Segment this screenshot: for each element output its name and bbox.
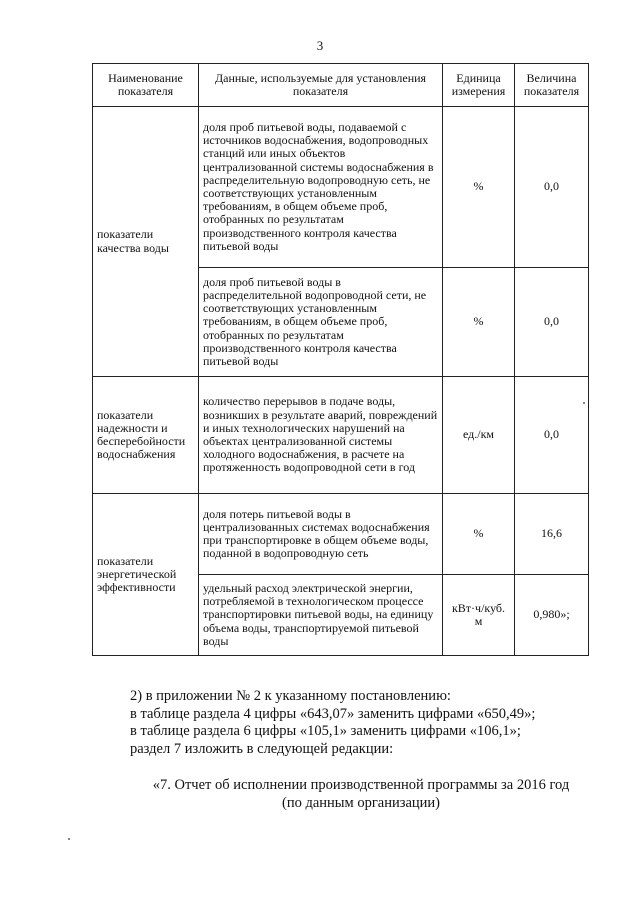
amendment-line: 2) в приложении № 2 к указанному постановлению:: [130, 688, 451, 704]
row-description: доля проб питьевой воды в распределительной водопроводной сети, не соответствующих установленным требованиям, в общем объеме проб, отобранных по результатам производственного контроля качества питьевой воды: [199, 268, 443, 377]
row-description: удельный расход электрической энергии, потребляемой в технологическом процессе транспортировки питьевой воды, на единицу объема воды, транспортируемой питьевой воды: [199, 575, 443, 656]
group-water-quality: показатели качества воды: [93, 107, 199, 377]
header-indicator-name: Наименование показателя: [93, 64, 199, 107]
table-header-row: [93, 64, 589, 107]
header-unit: Единица измерения: [443, 64, 515, 107]
amendment-text: [130, 688, 535, 758]
scan-speck: [68, 838, 70, 840]
row-value: 0,0: [515, 107, 589, 268]
group-reliability: показатели надежности и бесперебойности водоснабжения: [93, 377, 199, 494]
page-number: 3: [316, 38, 324, 53]
row-value: 0,980»;: [515, 575, 589, 656]
row-unit: %: [443, 494, 515, 575]
row-unit: %: [443, 268, 515, 377]
row-unit: %: [443, 107, 515, 268]
table-row: [93, 494, 589, 575]
row-value: 0,0: [515, 268, 589, 377]
row-description: количество перерывов в подаче воды, возникших в результате аварий, повреждений и иных технологических нарушений на объектах централизованной системы холодного водоснабжения, в расчете на протяженность водопроводной сети в год: [199, 377, 443, 494]
row-unit: кВт·ч/куб. м: [443, 575, 515, 656]
row-unit: ед./км: [443, 377, 515, 494]
scan-speck: [583, 402, 585, 404]
report-title-line: «7. Отчет об исполнении производственной программы за 2016 год: [152, 777, 570, 793]
table-row: [93, 377, 589, 494]
row-description: доля проб питьевой воды, подаваемой с источников водоснабжения, водопроводных станций или иных объектов централизованной системы водоснабжения в распределительную водопроводную сеть, не соответствующих установленным требованиям, в общем объеме проб, отобранных по результатам производственного контроля качества питьевой воды: [199, 107, 443, 268]
amendment-line: в таблице раздела 6 цифры «105,1» заменить цифрами «106,1»;: [130, 723, 521, 739]
table-row: [93, 107, 589, 268]
header-value: Величина показателя: [515, 64, 589, 107]
header-data-used: Данные, используемые для установления показателя: [199, 64, 443, 107]
row-value: 16,6: [515, 494, 589, 575]
amendment-line: в таблице раздела 4 цифры «643,07» заменить цифрами «650,49»;: [130, 705, 536, 722]
indicators-table: [92, 63, 589, 656]
amendment-line: раздел 7 изложить в следующей редакции:: [130, 740, 394, 757]
row-value: 0,0: [515, 377, 589, 494]
row-description: доля потерь питьевой воды в централизованных системах водоснабжения при транспортировке в общем объеме воды, поданной в водопроводную сеть: [199, 494, 443, 575]
group-energy-efficiency: показатели энергетической эффективности: [93, 494, 199, 656]
report-title: [138, 776, 584, 812]
report-title-subline: (по данным организации): [281, 795, 440, 811]
